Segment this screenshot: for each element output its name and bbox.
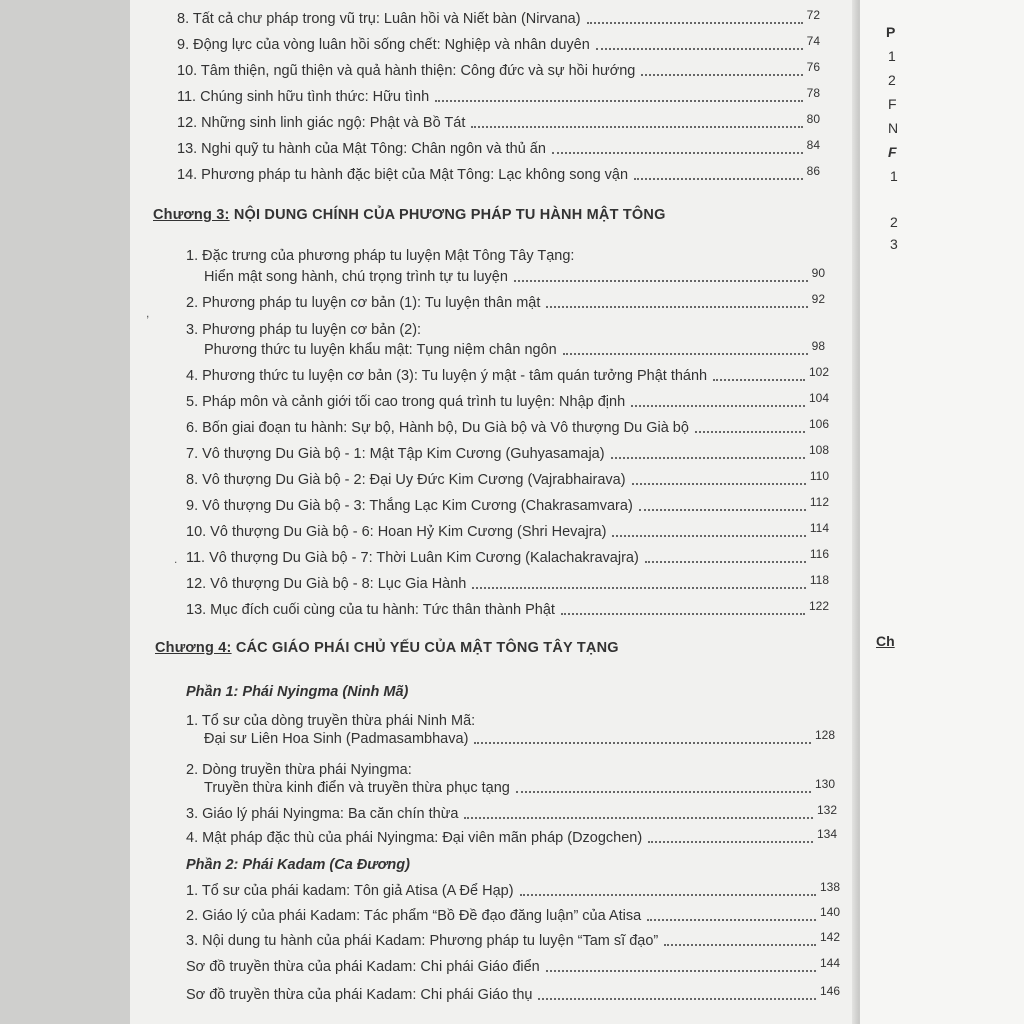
dot-leader (552, 152, 803, 154)
facing-page-fragment: 3 (890, 236, 898, 252)
dot-leader (538, 998, 815, 1000)
chapter-label: Chương 3: (153, 207, 230, 223)
toc-entry (186, 829, 837, 847)
dot-leader (561, 613, 805, 615)
dot-leader (639, 509, 806, 511)
entry-title: 13. Mục đích cuối cùng của tu hành: Tức thân thành Phật (186, 602, 555, 618)
entry-first-line: 1. Tổ sư của dòng truyền thừa phái Ninh Mã: (186, 713, 476, 729)
entry-title: 5. Pháp môn và cảnh giới tối cao trong quá trình tu luyện: Nhập định (186, 394, 626, 410)
entry-title: 9. Vô thượng Du Già bộ - 3: Thắng Lạc Kim Cương (Chakrasamvara) (186, 498, 633, 514)
facing-page (860, 0, 1024, 1024)
toc-entry (186, 932, 840, 950)
dot-leader (587, 22, 803, 24)
entry-title: 2. Giáo lý của phái Kadam: Tác phẩm “Bồ Đề đạo đăng luận” của Atisa (186, 908, 642, 924)
entry-title: 6. Bốn giai đoạn tu hành: Sự bộ, Hành bộ, Du Già bộ và Vô thượng Du Già bộ (186, 420, 689, 436)
entry-title: 7. Vô thượng Du Già bộ - 1: Mật Tập Kim Cương (Guhyasamaja) (186, 446, 605, 462)
page-number: 116 (809, 547, 829, 561)
chapter-3-heading (153, 207, 666, 223)
facing-page-fragment: F (888, 144, 897, 160)
toc-entry (177, 166, 820, 184)
entry-first-line: 1. Đặc trưng của phương pháp tu luyện Mật Tông Tây Tạng: (186, 248, 575, 264)
toc-entry (186, 419, 829, 437)
dot-leader (611, 457, 805, 459)
entry-title: 4. Mật pháp đặc thù của phái Nyingma: Đại viên mãn pháp (Dzogchen) (186, 830, 643, 846)
toc-entry (177, 140, 820, 158)
dot-leader (632, 483, 806, 485)
toc-entry (186, 367, 829, 385)
page-number: 146 (819, 984, 840, 998)
page-number: 110 (809, 469, 829, 483)
dot-leader (612, 535, 805, 537)
toc-entry (186, 958, 840, 976)
toc-entry (186, 549, 829, 567)
toc-entry (186, 294, 825, 312)
toc-entry (186, 523, 829, 541)
page-number: 102 (808, 365, 829, 379)
facing-page-fragment: Ch (876, 633, 895, 649)
toc-entry (186, 882, 840, 900)
dot-leader (713, 379, 805, 381)
entry-title: 12. Vô thượng Du Già bộ - 8: Lục Gia Hành (186, 576, 467, 592)
dot-leader (546, 306, 807, 308)
entry-title: 8. Vô thượng Du Già bộ - 2: Đại Uy Đức Kim Cương (Vajrabhairava) (186, 472, 626, 488)
page-number: 78 (806, 86, 820, 100)
entry-title: Hiển mật song hành, chú trọng trình tự tu luyện (204, 269, 508, 285)
toc-entry (177, 88, 820, 106)
page-number: 138 (819, 880, 840, 894)
entry-title: 12. Những sinh linh giác ngộ: Phật và Bồ Tát (177, 115, 466, 131)
chapter-title: NỘI DUNG CHÍNH CỦA PHƯƠNG PHÁP TU HÀNH MẬT TÔNG (233, 207, 666, 223)
entry-title: 1. Tổ sư của phái kadam: Tôn giả Atisa (A Để Hạp) (186, 883, 514, 899)
part-2-heading: Phần 2: Phái Kadam (Ca Đương) (186, 857, 410, 873)
dot-leader (634, 178, 803, 180)
chapter-label: Chương 4: (155, 640, 232, 656)
entry-title: Phương thức tu luyện khẩu mật: Tụng niệm chân ngôn (204, 342, 557, 358)
page-number: 140 (819, 905, 840, 919)
page-number: 104 (808, 391, 829, 405)
page-number: 128 (814, 728, 835, 742)
part-1-heading: Phần 1: Phái Nyingma (Ninh Mã) (186, 684, 409, 700)
entry-title: 14. Phương pháp tu hành đặc biệt của Mật Tông: Lạc không song vận (177, 167, 629, 183)
toc-entry (204, 341, 825, 359)
dot-leader (520, 894, 816, 896)
dot-leader (596, 48, 803, 50)
dot-leader (645, 561, 806, 563)
toc-entry (204, 268, 825, 286)
page-number: 130 (814, 777, 835, 791)
page-number: 112 (809, 495, 829, 509)
page-number: 134 (816, 827, 837, 841)
page-number: 90 (811, 266, 825, 280)
entry-title: Sơ đồ truyền thừa của phái Kadam: Chi phái Giáo thụ (186, 987, 533, 1003)
page-number: 122 (808, 599, 829, 613)
toc-entry (186, 497, 829, 515)
entry-title: Truyền thừa kinh điển và truyền thừa phục tạng (204, 780, 510, 796)
toc-entry (186, 986, 840, 1004)
entry-title: 10. Vô thượng Du Già bộ - 6: Hoan Hỷ Kim Cương (Shri Hevajra) (186, 524, 607, 540)
dot-leader (474, 742, 811, 744)
facing-page-fragment: 2 (888, 72, 896, 88)
page-number: 118 (809, 573, 829, 587)
dot-leader (641, 74, 802, 76)
chapter-4-heading (155, 640, 619, 656)
entry-title: 3. Nội dung tu hành của phái Kadam: Phương pháp tu luyện “Tam sĩ đạo” (186, 933, 659, 949)
page-number: 74 (806, 34, 820, 48)
entry-first-line: 3. Phương pháp tu luyện cơ bản (2): (186, 322, 422, 338)
dot-leader (546, 970, 816, 972)
dot-leader (464, 817, 813, 819)
entry-title: Đại sư Liên Hoa Sinh (Padmasambhava) (204, 731, 469, 747)
entry-title: 11. Chúng sinh hữu tình thức: Hữu tình (177, 89, 430, 105)
stray-mark: , (146, 306, 150, 320)
entry-title: 8. Tất cả chư pháp trong vũ trụ: Luân hồi và Niết bàn (Nirvana) (177, 11, 581, 27)
toc-entry (177, 114, 820, 132)
chapter-title: CÁC GIÁO PHÁI CHỦ YẾU CỦA MẬT TÔNG TÂY TẠNG (235, 640, 619, 656)
entry-title: 3. Giáo lý phái Nyingma: Ba căn chín thừa (186, 806, 459, 822)
page-number: 142 (819, 930, 840, 944)
entry-title: 2. Phương pháp tu luyện cơ bản (1): Tu luyện thân mật (186, 295, 541, 311)
entry-first-line: 2. Dòng truyền thừa phái Nyingma: (186, 762, 412, 778)
facing-page-fragment: 1 (890, 168, 898, 184)
dot-leader (631, 405, 805, 407)
page-number: 76 (806, 60, 820, 74)
toc-entry (177, 62, 820, 80)
dot-leader (471, 126, 802, 128)
dot-leader (516, 791, 811, 793)
entry-title: 13. Nghi quỹ tu hành của Mật Tông: Chân ngôn và thủ ấn (177, 141, 546, 157)
toc-entry (186, 601, 829, 619)
book-edge-shadow (0, 0, 130, 1024)
page-number: 72 (806, 8, 820, 22)
facing-page-fragment: N (888, 120, 899, 136)
page-number: 84 (806, 138, 820, 152)
page-number: 132 (816, 803, 837, 817)
page-number: 86 (806, 164, 820, 178)
dot-leader (514, 280, 808, 282)
facing-page-fragment: F (888, 96, 897, 112)
toc-entry (204, 779, 835, 797)
page-number: 106 (808, 417, 829, 431)
stray-mark: . (174, 552, 178, 566)
toc-entry (186, 907, 840, 925)
dot-leader (472, 587, 805, 589)
page-number: 98 (811, 339, 825, 353)
toc-entry (186, 445, 829, 463)
dot-leader (435, 100, 803, 102)
dot-leader (647, 919, 816, 921)
facing-page-fragment: P (886, 24, 896, 40)
entry-title: 4. Phương thức tu luyện cơ bản (3): Tu luyện ý mật - tâm quán tưởng Phật thánh (186, 368, 708, 384)
page-number: 80 (806, 112, 820, 126)
dot-leader (648, 841, 813, 843)
page-number: 144 (819, 956, 840, 970)
toc-entry (186, 805, 837, 823)
toc-entry (177, 10, 820, 28)
dot-leader (695, 431, 805, 433)
entry-title: 10. Tâm thiện, ngũ thiện và quả hành thiện: Công đức và sự hồi hướng (177, 63, 636, 79)
facing-page-fragment: 2 (890, 214, 898, 230)
toc-entry (186, 575, 829, 593)
page-number: 108 (808, 443, 829, 457)
facing-page-fragment: 1 (888, 48, 896, 64)
toc-entry (204, 730, 835, 748)
toc-entry (186, 393, 829, 411)
entry-title: 11. Vô thượng Du Già bộ - 7: Thời Luân Kim Cương (Kalachakravajra) (186, 550, 639, 566)
dot-leader (563, 353, 808, 355)
entry-title: 9. Động lực của vòng luân hồi sống chết: Nghiệp và nhân duyên (177, 37, 590, 53)
toc-entry (186, 471, 829, 489)
toc-entry (177, 36, 820, 54)
page-number: 114 (809, 521, 829, 535)
page-number: 92 (811, 292, 825, 306)
dot-leader (664, 944, 816, 946)
entry-title: Sơ đồ truyền thừa của phái Kadam: Chi phái Giáo điển (186, 959, 540, 975)
